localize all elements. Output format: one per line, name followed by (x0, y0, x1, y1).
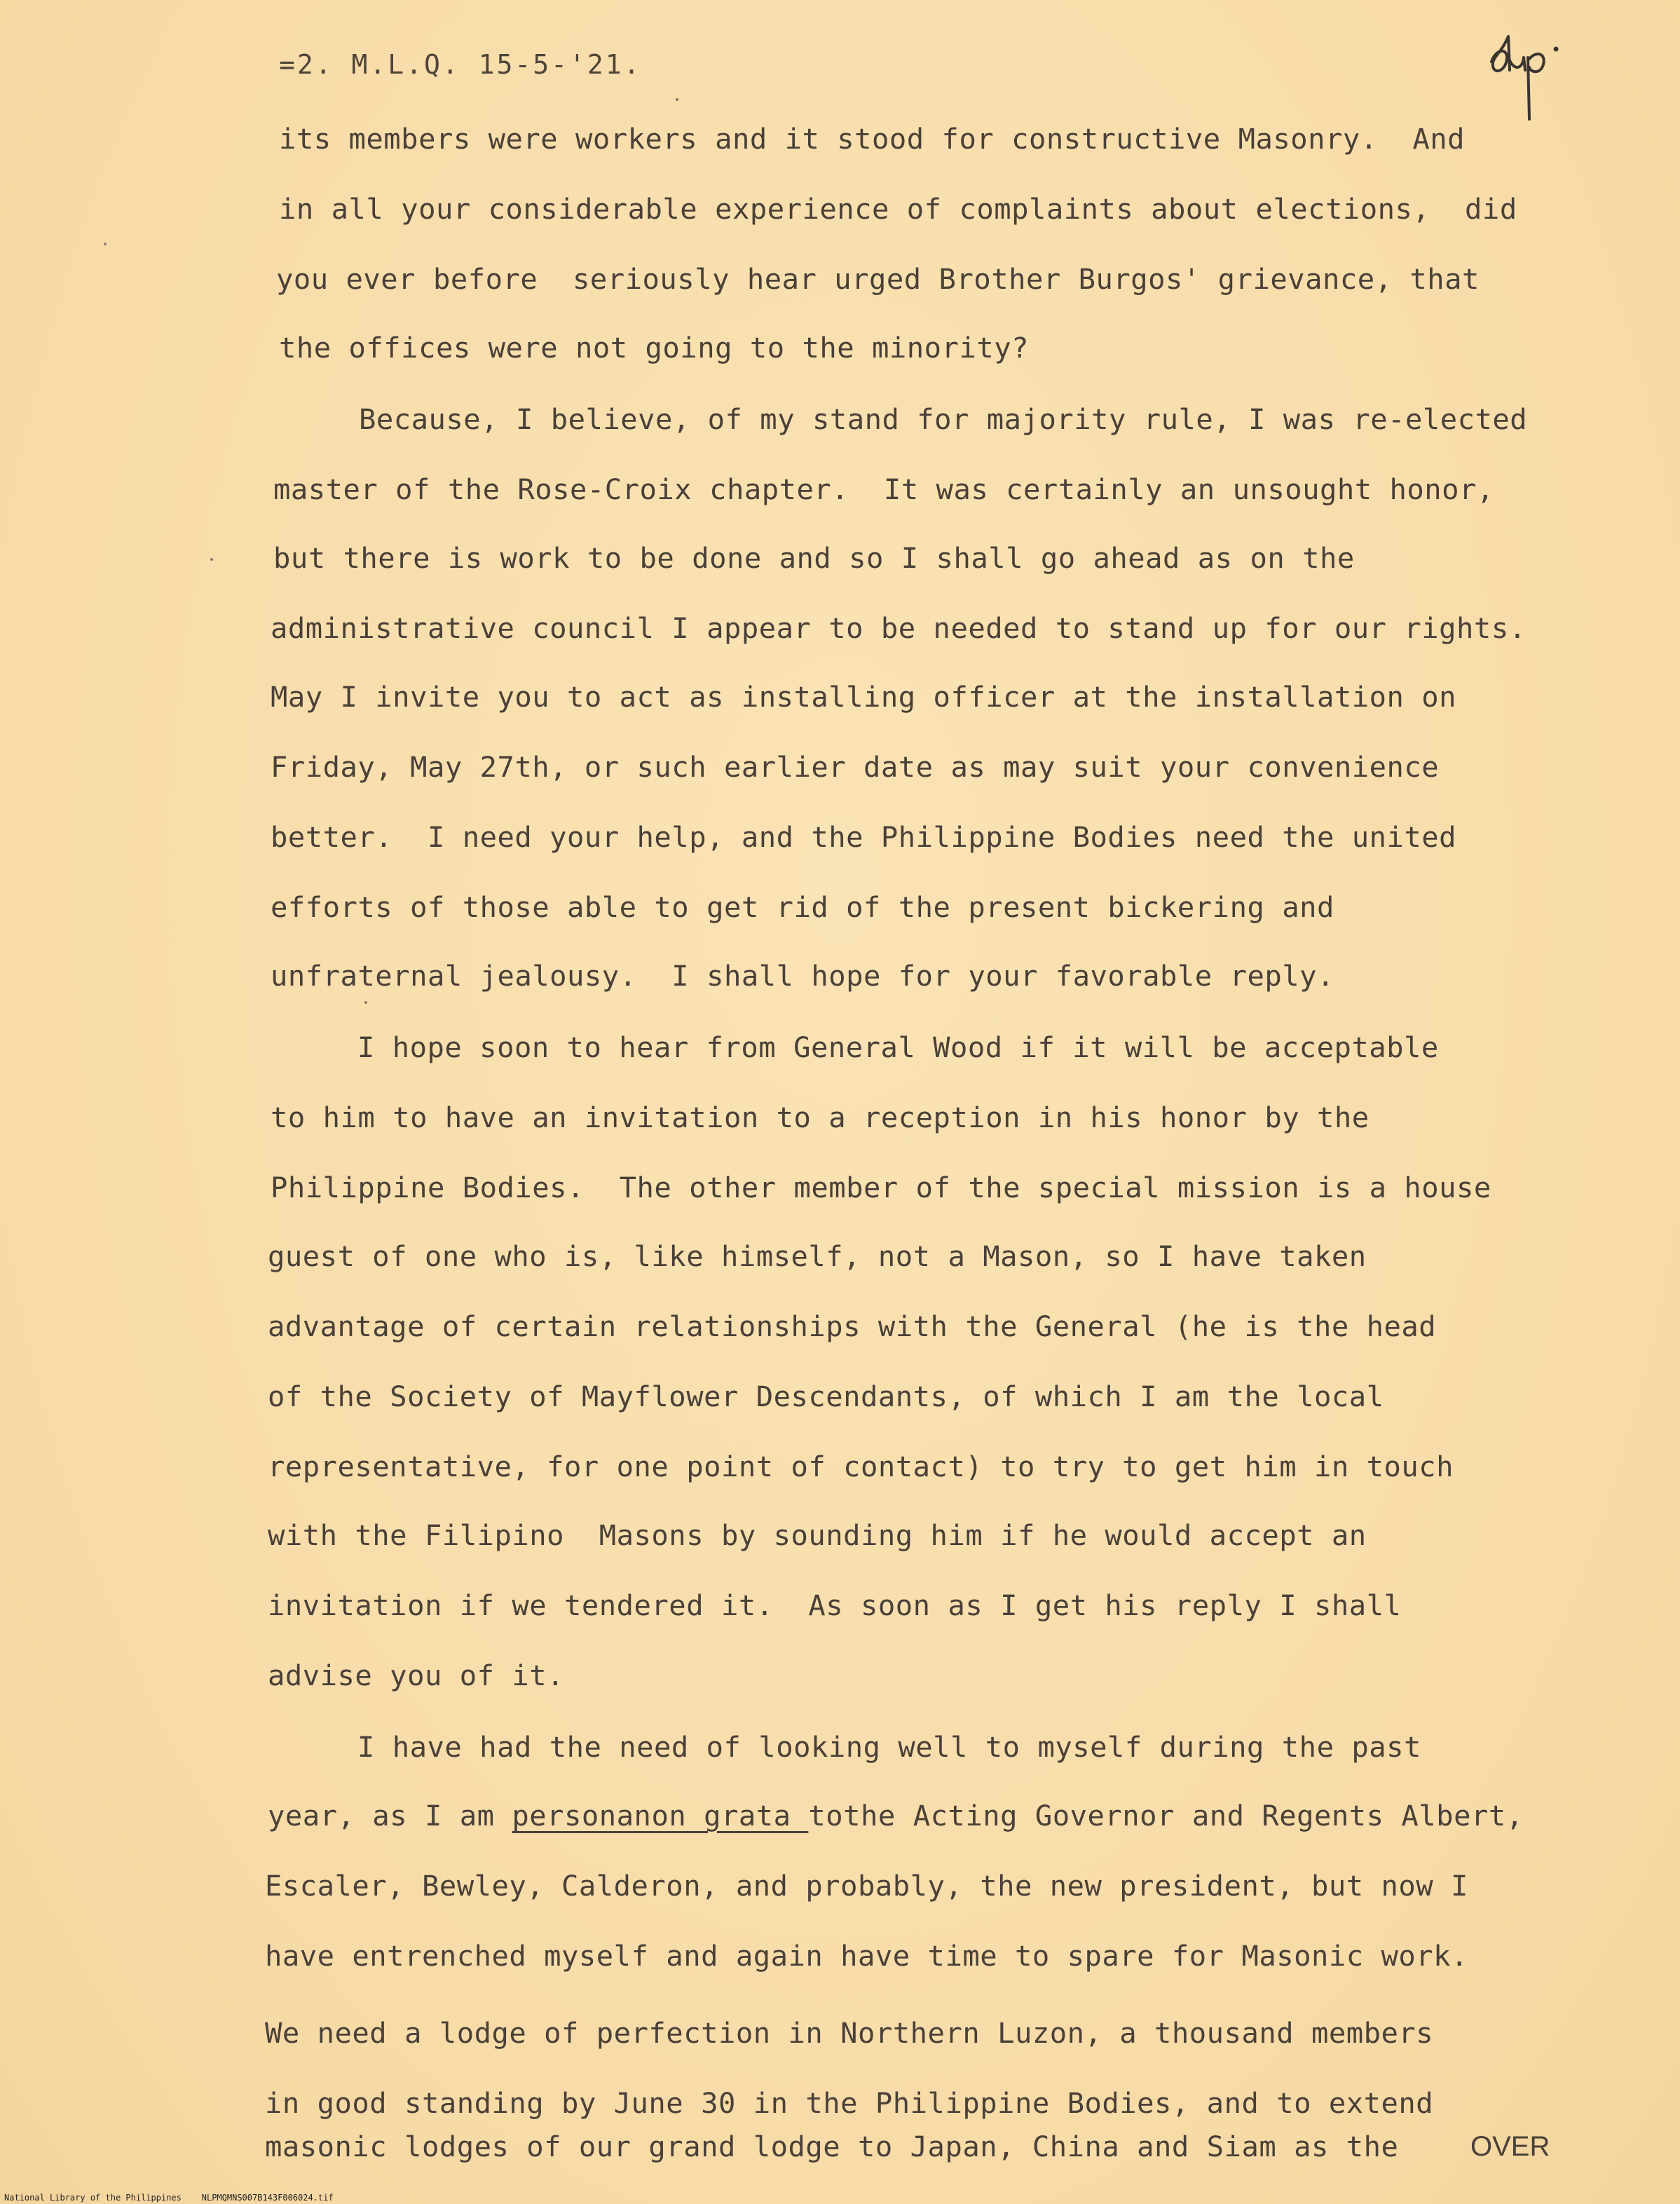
text-line (268, 1518, 1367, 1552)
text-line (268, 1312, 1436, 1341)
line-text: invitation if we tendered it. As soon as I get his reply I shall (268, 1589, 1402, 1622)
text-line (271, 680, 1457, 714)
text-line (271, 820, 1457, 854)
text-line (276, 262, 1480, 296)
text-line (265, 1869, 1468, 1903)
text-line (279, 122, 1466, 156)
text-line (265, 2132, 1398, 2161)
over-note: OVER (1470, 2131, 1550, 2162)
line-text: in all your considerable experience of complaints about elections, did (279, 192, 1517, 226)
text-line (279, 192, 1517, 226)
line-text: year, as I am (268, 1799, 512, 1832)
line-text: I have had the need of looking well to myself during the past (357, 1730, 1421, 1764)
text-line (271, 1171, 1491, 1204)
line-text: I hope soon to hear from General Wood if it will be acceptable (357, 1030, 1439, 1064)
text-line (359, 402, 1528, 436)
line-text: its members were workers and it stood for constructive Masonry. And (279, 122, 1466, 156)
text-line (271, 750, 1440, 784)
line-text: guest of one who is, like himself, not a Mason, so I have taken (268, 1239, 1367, 1273)
line-text: tothe Acting Governor and Regents Albert, (808, 1799, 1524, 1832)
text-line (265, 2016, 1434, 2050)
text-line (271, 611, 1527, 645)
line-text: with the Filipino Masons by sounding him if he would accept an (268, 1518, 1367, 1552)
handwritten-annotation (1486, 21, 1570, 126)
line-text: Escaler, Bewley, Calderon, and probably, the new president, but now I (265, 1869, 1468, 1903)
line-text: Philippine Bodies. The other member of the special mission is a house (271, 1171, 1491, 1204)
line-text: you ever before seriously hear urged Brother Burgos' grievance, that (276, 262, 1480, 296)
line-text: representative, for one point of contact) to try to get him in touch (268, 1450, 1454, 1483)
text-line (273, 541, 1355, 575)
line-text: efforts of those able to get rid of the present bickering and (271, 890, 1334, 924)
paper-speck (676, 98, 678, 101)
text-line (268, 1239, 1367, 1273)
text-line (279, 331, 1029, 365)
paper-speck (210, 558, 213, 561)
underlined-text: personanon grata (512, 1799, 809, 1832)
text-line (268, 1661, 564, 1690)
archive-footer: National Library of the Philippines NLPMQMNS007B143F006024.tif (4, 2193, 334, 2203)
line-text: advantage of certain relationships with the General (he is the head (268, 1310, 1437, 1343)
text-line (268, 1382, 1384, 1411)
paper-speck (104, 243, 107, 245)
line-text: We need a lodge of perfection in Northern Luzon, a thousand members (265, 2016, 1434, 2050)
line-text: May I invite you to act as installing officer at the installation on (271, 680, 1457, 714)
line-text: better. I need your help, and the Philippine Bodies need the united (271, 820, 1457, 854)
text-line (271, 890, 1334, 924)
text-line (357, 1730, 1421, 1764)
text-line (271, 959, 1334, 993)
handwritten-dup-mark (1486, 21, 1570, 126)
text-line (268, 1450, 1454, 1483)
text-line (265, 2086, 1434, 2120)
line-text: Because, I believe, of my stand for majority rule, I was re-elected (359, 402, 1528, 436)
text-line (357, 1030, 1439, 1064)
text-line (271, 1103, 1370, 1132)
line-text: of the Society of Mayflower Descendants, of which I am the local (268, 1380, 1384, 1413)
line-text: in good standing by June 30 in the Philippine Bodies, and to extend (265, 2086, 1434, 2120)
line-text: have entrenched myself and again have time to spare for Masonic work. (265, 1939, 1468, 1973)
page-header: =2. M.L.Q. 15-5-'21. (279, 49, 642, 80)
line-text: masonic lodges of our grand lodge to Japan, China and Siam as the (265, 2130, 1399, 2163)
line-text: Friday, May 27th, or such earlier date as may suit your convenience (271, 750, 1440, 784)
line-text: administrative council I appear to be needed to stand up for our rights. (271, 611, 1527, 645)
line-text: the offices were not going to the minority? (279, 331, 1029, 365)
text-line (268, 1799, 1524, 1832)
line-text: to him to have an invitation to a reception in his honor by the (271, 1101, 1370, 1134)
text-line (268, 1591, 1401, 1620)
text-line (273, 472, 1494, 506)
line-text: unfraternal jealousy. I shall hope for your favorable reply. (271, 959, 1334, 993)
line-text: advise you of it. (268, 1659, 565, 1692)
line-text: but there is work to be done and so I shall go ahead as on the (273, 541, 1355, 575)
line-text: master of the Rose-Croix chapter. It was certainly an unsought honor, (273, 472, 1494, 506)
paper-speck (364, 1001, 367, 1004)
text-line (265, 1939, 1468, 1973)
